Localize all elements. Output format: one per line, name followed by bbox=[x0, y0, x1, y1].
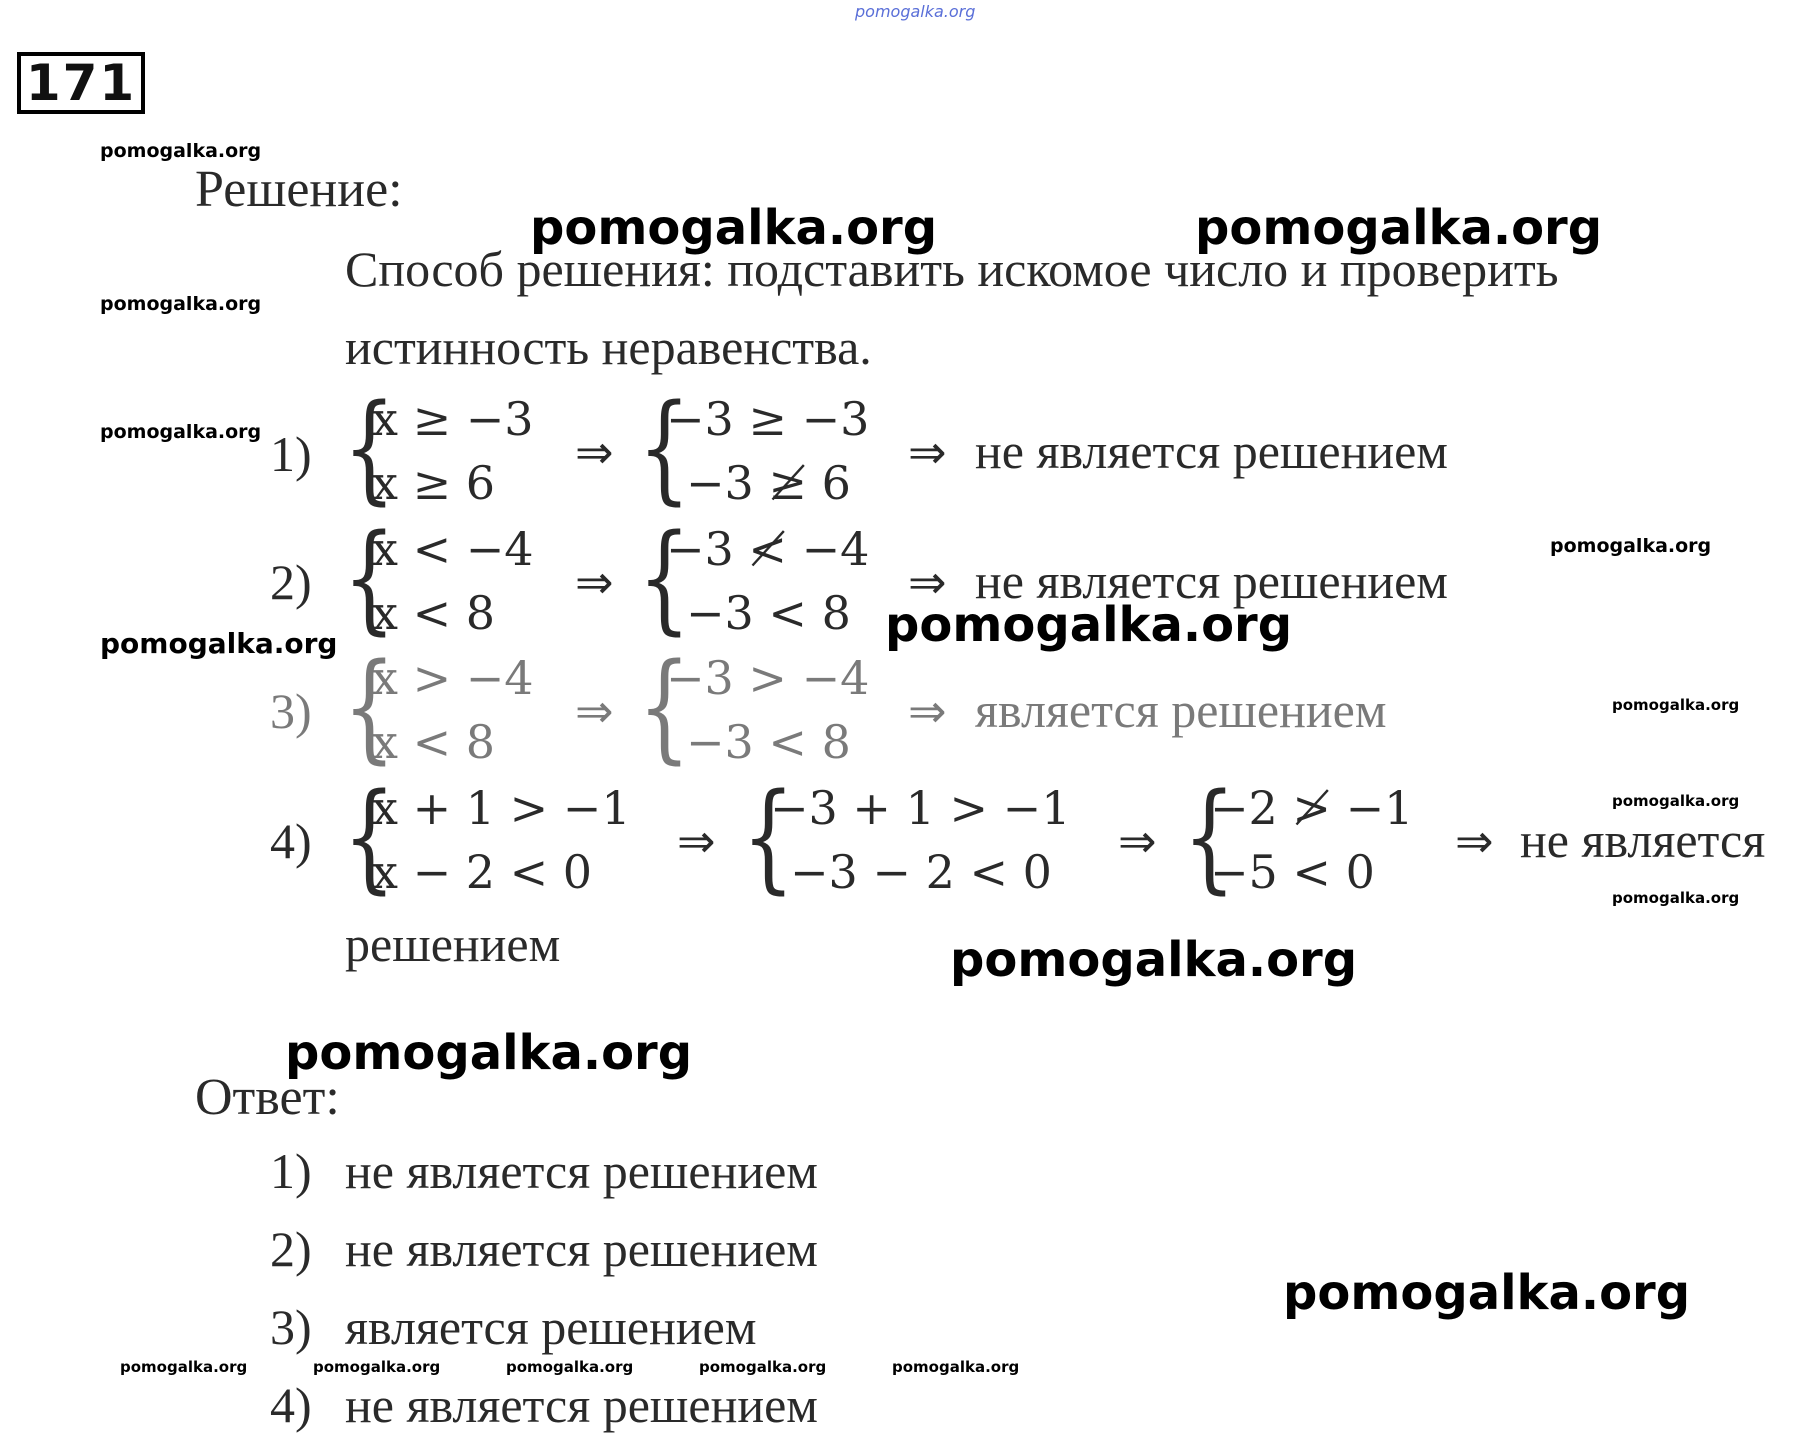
watermark: pomogalka.org bbox=[885, 597, 1293, 653]
item-result: не является решением bbox=[975, 553, 1448, 609]
system-brace: { bbox=[343, 637, 396, 775]
substituted-brace: { bbox=[638, 378, 691, 516]
substituted-line-2: −3 ≱ 6 bbox=[686, 456, 851, 510]
implies-arrow: ⇒ bbox=[908, 425, 947, 479]
watermark: pomogalka.org bbox=[100, 293, 262, 315]
watermark: pomogalka.org bbox=[120, 1358, 248, 1376]
implies-arrow: ⇒ bbox=[908, 684, 947, 738]
item-result: является решением bbox=[975, 682, 1387, 738]
system-line-1: x ≥ −3 bbox=[372, 392, 534, 446]
item-result-continued: решением bbox=[345, 916, 561, 972]
system-line-2: x < 8 bbox=[372, 586, 495, 640]
implies-arrow: ⇒ bbox=[575, 555, 614, 609]
watermark: pomogalka.org bbox=[285, 1025, 693, 1081]
answer-text: не является решением bbox=[345, 1143, 818, 1199]
substituted-line-2: −3 < 8 bbox=[686, 586, 851, 640]
task-number-box: 171 bbox=[17, 52, 145, 114]
item-label: 1) bbox=[270, 426, 312, 482]
substituted-line-1: −3 + 1 > −1 bbox=[770, 781, 1071, 835]
solution-heading: Решение: bbox=[195, 161, 403, 218]
system-brace: { bbox=[343, 378, 396, 516]
system-brace: { bbox=[343, 508, 396, 646]
answer-heading: Ответ: bbox=[195, 1069, 340, 1126]
system-line-2: x < 8 bbox=[372, 715, 495, 769]
item-result: не является bbox=[1520, 812, 1766, 868]
substituted-brace: { bbox=[742, 767, 795, 905]
watermark: pomogalka.org bbox=[100, 421, 262, 443]
method-line-1: Способ решения: подставить искомое число и проверить bbox=[345, 241, 1559, 297]
watermark: pomogalka.org bbox=[892, 1358, 1020, 1376]
substituted-brace: { bbox=[638, 508, 691, 646]
system-line-1: x + 1 > −1 bbox=[372, 781, 631, 835]
substituted-line-1: −3 > −4 bbox=[666, 651, 870, 705]
item-label: 4) bbox=[270, 813, 312, 869]
watermark: pomogalka.org bbox=[506, 1358, 634, 1376]
substituted-line-2: −3 − 2 < 0 bbox=[790, 845, 1052, 899]
implies-arrow: ⇒ bbox=[1118, 814, 1157, 868]
system-line-2: x − 2 < 0 bbox=[372, 845, 593, 899]
watermark: pomogalka.org bbox=[1195, 200, 1603, 256]
watermark: pomogalka.org bbox=[313, 1358, 441, 1376]
simplified-brace: { bbox=[1183, 767, 1236, 905]
method-line-2: истинность неравенства. bbox=[345, 319, 872, 375]
system-line-2: x ≥ 6 bbox=[372, 456, 495, 510]
item-label: 2) bbox=[270, 554, 312, 610]
implies-arrow: ⇒ bbox=[575, 425, 614, 479]
implies-arrow: ⇒ bbox=[575, 684, 614, 738]
answer-text: является решением bbox=[345, 1299, 757, 1355]
watermark: pomogalka.org bbox=[950, 932, 1358, 988]
implies-arrow: ⇒ bbox=[908, 555, 947, 609]
substituted-line-1: −3 ≥ −3 bbox=[666, 392, 870, 446]
watermark: pomogalka.org bbox=[1612, 792, 1740, 810]
simplified-line-2: −5 < 0 bbox=[1210, 845, 1375, 899]
answer-text: не является решением bbox=[345, 1377, 818, 1433]
substituted-brace: { bbox=[638, 637, 691, 775]
simplified-line-1: −2 ≯ −1 bbox=[1210, 781, 1414, 835]
system-brace: { bbox=[343, 767, 396, 905]
watermark: pomogalka.org bbox=[1283, 1265, 1691, 1321]
substituted-line-2: −3 < 8 bbox=[686, 715, 851, 769]
watermark: pomogalka.org bbox=[530, 200, 938, 256]
answer-label: 1) bbox=[270, 1143, 312, 1199]
answer-label: 3) bbox=[270, 1299, 312, 1355]
watermark: pomogalka.org bbox=[1612, 889, 1740, 907]
watermark: pomogalka.org bbox=[1550, 535, 1712, 557]
system-line-1: x > −4 bbox=[372, 651, 534, 705]
watermark: pomogalka.org bbox=[100, 140, 262, 162]
watermark: pomogalka.org bbox=[1612, 696, 1740, 714]
top-watermark: pomogalka.org bbox=[855, 2, 976, 21]
watermark: pomogalka.org bbox=[100, 627, 338, 660]
watermark: pomogalka.org bbox=[699, 1358, 827, 1376]
implies-arrow: ⇒ bbox=[1455, 814, 1494, 868]
answer-label: 2) bbox=[270, 1221, 312, 1277]
item-result: не является решением bbox=[975, 423, 1448, 479]
item-label: 3) bbox=[270, 683, 312, 739]
system-line-1: x < −4 bbox=[372, 522, 534, 576]
implies-arrow: ⇒ bbox=[677, 814, 716, 868]
answer-text: не является решением bbox=[345, 1221, 818, 1277]
substituted-line-1: −3 ≮ −4 bbox=[666, 522, 870, 576]
answer-label: 4) bbox=[270, 1377, 312, 1433]
